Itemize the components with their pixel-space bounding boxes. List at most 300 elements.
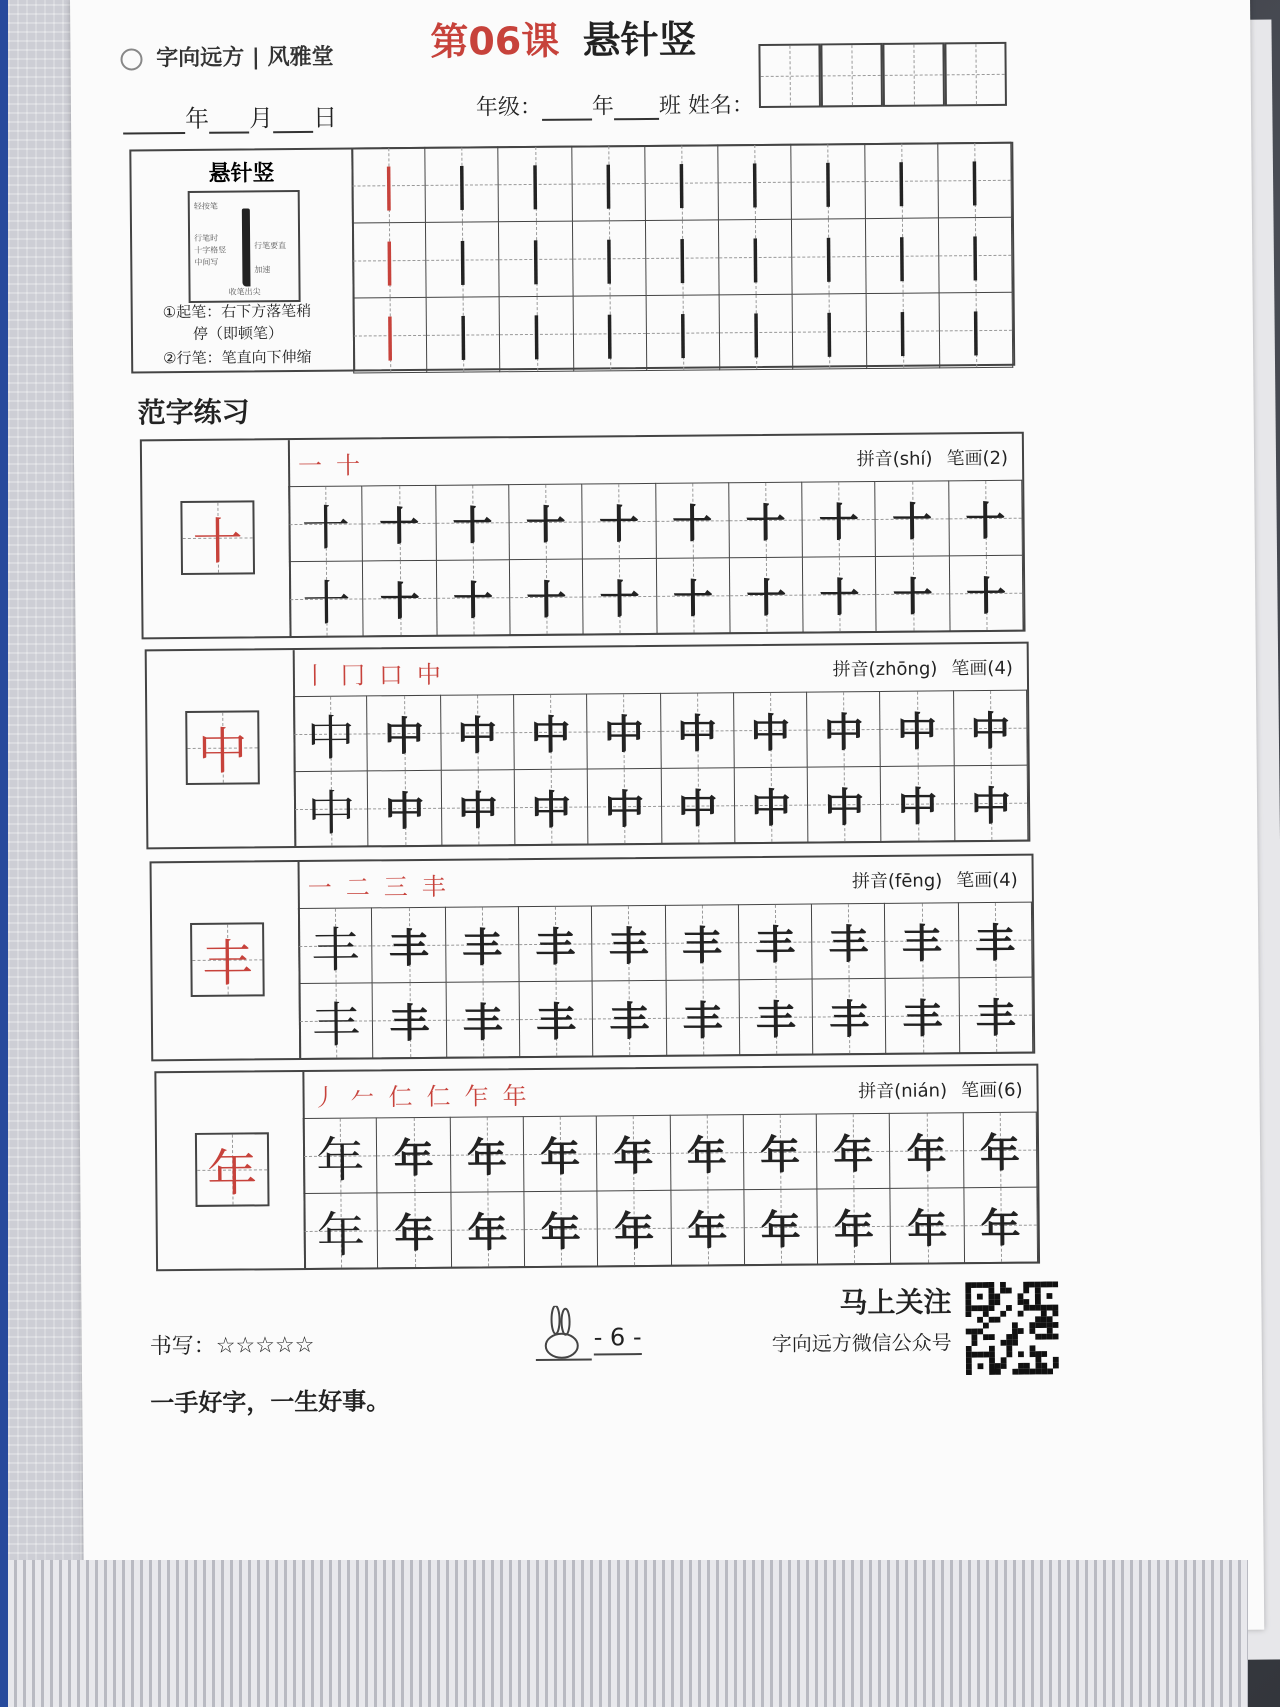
qr-module xyxy=(1029,1322,1035,1328)
qr-module xyxy=(1052,1281,1058,1287)
practice-char: 年 xyxy=(906,1129,947,1178)
practice-cell[interactable] xyxy=(294,696,368,772)
qr-module xyxy=(965,1294,971,1300)
practice-cell[interactable] xyxy=(426,222,500,298)
pinyin: 拼音(nián) xyxy=(858,1080,948,1103)
character-block xyxy=(150,854,1036,1062)
practice-cell[interactable] xyxy=(655,483,729,559)
practice-cell[interactable] xyxy=(738,904,812,980)
practice-cell[interactable] xyxy=(373,982,447,1058)
qr-code-icon[interactable] xyxy=(965,1281,1060,1376)
practice-char: 年 xyxy=(686,1131,728,1180)
practice-char: 丰 xyxy=(829,995,870,1043)
stroke-order-step: 丿 xyxy=(312,1083,343,1112)
practice-cell[interactable] xyxy=(435,485,509,561)
practice-cell[interactable] xyxy=(880,691,954,767)
qr-module xyxy=(1001,1357,1007,1363)
page-number-area xyxy=(531,1305,642,1370)
qr-module xyxy=(988,1288,994,1294)
practice-char: 中 xyxy=(897,782,938,831)
stroke-order-step: 一 xyxy=(297,451,329,481)
practice-cell[interactable] xyxy=(949,555,1023,631)
qr-module xyxy=(1000,1311,1006,1317)
practice-cell[interactable] xyxy=(802,481,876,557)
practice-cell[interactable] xyxy=(792,294,866,370)
qr-module xyxy=(1000,1288,1006,1294)
qr-module xyxy=(1001,1363,1007,1369)
practice-char: 十 xyxy=(599,575,640,623)
stroke-diagram-area xyxy=(131,150,355,372)
practice-cell[interactable] xyxy=(733,692,807,768)
qr-module xyxy=(1041,1334,1047,1340)
model-char-box xyxy=(190,922,265,997)
practice-cell[interactable] xyxy=(885,978,959,1054)
practice-cell[interactable] xyxy=(890,1188,964,1264)
rating xyxy=(150,1328,315,1360)
qr-module xyxy=(1035,1351,1041,1357)
practice-cell[interactable] xyxy=(670,1115,744,1191)
stroke-order-step: 乍 xyxy=(464,1082,495,1111)
qr-module xyxy=(1047,1322,1053,1328)
lesson-heading xyxy=(430,9,697,66)
practice-cell[interactable] xyxy=(812,978,886,1054)
practice-char: 年 xyxy=(687,1206,728,1255)
practice-char: 中 xyxy=(604,785,645,833)
practice-cell[interactable] xyxy=(666,980,740,1056)
char-practice-grid[interactable] xyxy=(288,480,1023,637)
practice-stroke: | xyxy=(381,234,398,286)
practice-char: 中 xyxy=(603,710,645,758)
qr-module xyxy=(1041,1369,1047,1375)
qr-module xyxy=(1035,1322,1041,1328)
practice-cell[interactable] xyxy=(298,908,372,984)
model-char: 丰 xyxy=(202,934,253,993)
practice-cell[interactable] xyxy=(509,484,583,560)
qr-module xyxy=(1012,1322,1018,1328)
practice-cell[interactable] xyxy=(865,218,939,294)
practice-cell[interactable] xyxy=(739,979,813,1055)
practice-cell[interactable] xyxy=(592,905,666,981)
qr-module xyxy=(1041,1322,1047,1328)
practice-cell[interactable] xyxy=(573,295,647,371)
practice-char: 丰 xyxy=(902,994,943,1043)
lesson-number: 第06课 xyxy=(430,18,560,64)
practice-cell[interactable] xyxy=(372,907,446,983)
practice-char: 丰 xyxy=(975,994,1016,1042)
model-char-box xyxy=(180,500,255,575)
practice-cell[interactable] xyxy=(954,765,1028,841)
practice-cell[interactable] xyxy=(523,1116,597,1192)
practice-stroke: | xyxy=(673,157,690,209)
practice-cell[interactable] xyxy=(445,907,519,983)
stroke-count: 笔画(6) xyxy=(960,1079,1023,1102)
qr-module xyxy=(983,1311,989,1317)
practice-cell[interactable] xyxy=(645,145,719,221)
practice-cell[interactable] xyxy=(734,767,808,843)
char-practice-grid[interactable] xyxy=(298,902,1033,1059)
stroke-order xyxy=(308,867,460,903)
qr-module xyxy=(1047,1368,1053,1374)
stroke-order-step: 十 xyxy=(335,451,367,480)
qr-module xyxy=(995,1363,1001,1369)
qr-module xyxy=(1000,1282,1006,1288)
qr-module xyxy=(1006,1340,1012,1346)
practice-cell[interactable] xyxy=(303,1118,377,1194)
practice-cell[interactable] xyxy=(377,1192,451,1268)
practice-cell[interactable] xyxy=(294,771,368,847)
qr-module xyxy=(1041,1363,1047,1369)
practice-char: 中 xyxy=(750,784,792,832)
practice-cell[interactable] xyxy=(289,561,363,637)
rating-stars[interactable]: ☆☆☆☆☆ xyxy=(215,1332,315,1359)
practice-char: 年 xyxy=(833,1130,874,1178)
qr-module xyxy=(966,1329,972,1335)
pinyin: 拼音(zhōng) xyxy=(832,658,938,681)
practice-char: 十 xyxy=(745,499,786,547)
qr-module xyxy=(1018,1293,1024,1299)
practice-cell[interactable] xyxy=(597,1115,671,1191)
qr-module xyxy=(977,1317,983,1323)
practice-char: 丰 xyxy=(311,922,360,979)
practice-cell[interactable] xyxy=(670,1190,744,1266)
practice-cell[interactable] xyxy=(948,480,1022,556)
practice-cell[interactable] xyxy=(514,694,588,770)
practice-char: 中 xyxy=(307,785,356,842)
model-char-area xyxy=(147,650,297,847)
diagram-label: 中间写 xyxy=(194,257,219,267)
practice-cell[interactable] xyxy=(953,690,1027,766)
practice-cell[interactable] xyxy=(881,766,955,842)
char-practice-grid[interactable] xyxy=(303,1112,1038,1269)
practice-cell[interactable] xyxy=(353,297,427,373)
year-blank[interactable] xyxy=(123,132,185,135)
qr-module xyxy=(971,1329,977,1335)
practice-cell[interactable] xyxy=(499,221,573,297)
practice-cell[interactable] xyxy=(665,905,739,981)
practice-cell[interactable] xyxy=(939,292,1013,368)
logo-separator: | xyxy=(251,44,260,71)
qr-module xyxy=(989,1357,995,1363)
practice-cell[interactable] xyxy=(304,1193,378,1269)
practice-char: 中 xyxy=(457,711,498,760)
practice-stroke: | xyxy=(894,230,910,282)
practice-cell[interactable] xyxy=(587,693,661,769)
name-boxes[interactable] xyxy=(758,42,1007,108)
qr-module xyxy=(977,1328,983,1334)
practice-char: 十 xyxy=(378,502,420,550)
character-block xyxy=(145,642,1031,850)
practice-char: 年 xyxy=(833,1205,875,1253)
practice-char: 中 xyxy=(750,709,791,757)
qr-module xyxy=(971,1282,977,1288)
grade-blank[interactable] xyxy=(542,118,592,120)
qr-module xyxy=(1018,1328,1024,1334)
qr-module xyxy=(1023,1282,1029,1288)
month-label: 月 xyxy=(248,104,274,133)
practice-char: 十 xyxy=(746,574,787,622)
practice-char: 中 xyxy=(970,707,1011,755)
practice-cell[interactable] xyxy=(352,147,426,223)
stroke-order xyxy=(312,1076,540,1113)
practice-cell[interactable] xyxy=(791,144,865,220)
qr-module xyxy=(988,1282,994,1288)
practice-cell[interactable] xyxy=(363,560,437,636)
stroke-order-step: 中 xyxy=(416,660,448,689)
practice-cell[interactable] xyxy=(938,217,1012,293)
practice-cell[interactable] xyxy=(518,906,592,982)
model-char-box xyxy=(185,710,260,785)
logo-seal-icon xyxy=(120,48,142,70)
stroke-order-step: 丨 xyxy=(302,661,334,690)
practice-cell[interactable] xyxy=(440,695,514,771)
qr-module xyxy=(1006,1351,1012,1357)
practice-cell[interactable] xyxy=(729,482,803,558)
practice-char: 中 xyxy=(896,707,938,756)
qr-module xyxy=(1035,1334,1041,1340)
character-block xyxy=(154,1064,1040,1272)
practice-cell[interactable] xyxy=(645,220,719,296)
stroke-diagram xyxy=(188,190,301,303)
practice-stroke: | xyxy=(454,159,470,211)
qr-module xyxy=(983,1352,989,1358)
worksheet xyxy=(70,0,1264,1640)
qr-module xyxy=(989,1299,995,1305)
practice-char: 年 xyxy=(980,1204,1021,1252)
practice-cell[interactable] xyxy=(812,903,886,979)
note-start: ①起笔：右下方落笔稍 xyxy=(162,301,312,322)
practice-cell[interactable] xyxy=(498,146,572,222)
practice-stroke: | xyxy=(821,230,837,282)
practice-cell[interactable] xyxy=(352,222,426,298)
practice-stroke: | xyxy=(528,308,545,360)
qr-module xyxy=(965,1305,971,1311)
qr-module xyxy=(995,1369,1001,1375)
qr-module xyxy=(1006,1334,1012,1340)
qr-module xyxy=(1035,1282,1041,1288)
practice-char: 中 xyxy=(970,782,1012,830)
model-char-area xyxy=(142,440,292,637)
practice-char: 十 xyxy=(965,572,1007,620)
grade-label: 年级： xyxy=(475,94,543,121)
qr-module xyxy=(1024,1369,1030,1375)
stroke-order-step: 三 xyxy=(383,873,414,902)
qr-module xyxy=(995,1317,1001,1323)
diagram-label: 轻按笔 xyxy=(193,201,218,211)
logo-text: 字向远方 xyxy=(156,44,245,72)
practice-char: 中 xyxy=(306,710,355,767)
practice-cell[interactable] xyxy=(362,485,436,561)
stroke-order-step: 丰 xyxy=(421,872,452,901)
practice-cell[interactable] xyxy=(436,560,510,636)
practice-char: 十 xyxy=(526,576,567,624)
day-blank[interactable] xyxy=(273,131,313,133)
char-practice-grid[interactable] xyxy=(293,690,1028,847)
practice-stroke: | xyxy=(455,309,471,361)
practice-stroke: | xyxy=(893,155,909,207)
date-line[interactable] xyxy=(123,98,337,135)
qr-module xyxy=(1023,1287,1029,1293)
page-number: - 6 - xyxy=(594,1323,642,1355)
practice-cell[interactable] xyxy=(597,1190,671,1266)
practice-cell[interactable] xyxy=(964,1187,1038,1263)
qr-module xyxy=(978,1363,984,1369)
practice-char: 中 xyxy=(457,786,499,835)
qr-module xyxy=(989,1363,995,1369)
practice-cell[interactable] xyxy=(876,556,950,632)
practice-stroke: | xyxy=(675,307,691,359)
follow-subtitle: 字向远方微信公众号 xyxy=(771,1330,952,1356)
pinyin: 拼音(shí) xyxy=(856,448,933,471)
practice-cell[interactable] xyxy=(583,558,657,634)
practice-cell[interactable] xyxy=(817,1188,891,1264)
qr-module xyxy=(989,1305,995,1311)
qr-module xyxy=(989,1317,995,1323)
qr-module xyxy=(1035,1287,1041,1293)
qr-module xyxy=(1035,1316,1041,1322)
practice-cell[interactable] xyxy=(718,144,792,220)
practice-char: 丰 xyxy=(388,924,430,972)
practice-cell[interactable] xyxy=(885,903,959,979)
practice-cell[interactable] xyxy=(807,766,881,842)
qr-module xyxy=(1047,1293,1053,1299)
practice-cell[interactable] xyxy=(656,558,730,634)
logo-text-2: 风雅堂 xyxy=(267,43,334,71)
practice-cell[interactable] xyxy=(963,1112,1037,1188)
practice-cell[interactable] xyxy=(500,296,574,372)
class-line[interactable] xyxy=(476,88,754,121)
practice-stroke: | xyxy=(527,158,543,210)
qr-module xyxy=(1041,1311,1047,1317)
qr-module xyxy=(977,1305,983,1311)
practice-cell[interactable] xyxy=(890,1113,964,1189)
stroke-order xyxy=(298,445,374,481)
practice-cell[interactable] xyxy=(509,559,583,635)
diagram-label: 行笔要直 xyxy=(254,241,287,251)
practice-stroke: | xyxy=(747,231,764,283)
qr-module xyxy=(1018,1351,1024,1357)
practice-cell[interactable] xyxy=(582,483,656,559)
model-char: 十 xyxy=(192,512,243,571)
qr-module xyxy=(1006,1346,1012,1352)
qr-module xyxy=(977,1352,983,1358)
qr-module xyxy=(1041,1351,1047,1357)
qr-module xyxy=(1030,1369,1036,1375)
practice-cell[interactable] xyxy=(289,486,363,562)
practice-cell[interactable] xyxy=(514,769,588,845)
practice-cell[interactable] xyxy=(875,481,949,557)
practice-char: 十 xyxy=(672,574,714,623)
char-meta xyxy=(852,866,1018,893)
practice-cell[interactable] xyxy=(572,220,646,296)
month-blank[interactable] xyxy=(209,131,249,133)
qr-module xyxy=(1053,1334,1059,1340)
stroke-order-step: 口 xyxy=(378,661,410,690)
qr-module xyxy=(989,1334,995,1340)
practice-cell[interactable] xyxy=(519,981,593,1057)
stroke-order-step: 𠂉 xyxy=(350,1083,381,1112)
practice-cell[interactable] xyxy=(958,902,1032,978)
practice-cell[interactable] xyxy=(719,219,793,295)
practice-cell[interactable] xyxy=(425,147,499,223)
practice-cell[interactable] xyxy=(938,142,1012,218)
day-label: 日 xyxy=(312,103,338,132)
practice-cell[interactable] xyxy=(441,770,515,846)
qr-module xyxy=(1006,1288,1012,1294)
qr-module xyxy=(1052,1305,1058,1311)
stroke-practice-grid[interactable] xyxy=(351,142,1013,374)
stroke-order-step: 一 xyxy=(307,873,338,902)
practice-cell[interactable] xyxy=(959,977,1033,1053)
practice-char: 丰 xyxy=(608,922,649,970)
practice-char: 十 xyxy=(965,497,1006,545)
practice-cell[interactable] xyxy=(744,1189,818,1265)
practice-cell[interactable] xyxy=(377,1117,451,1193)
practice-char: 年 xyxy=(466,1133,508,1182)
practice-cell[interactable] xyxy=(368,770,442,846)
practice-cell[interactable] xyxy=(660,693,734,769)
qr-module xyxy=(1030,1351,1036,1357)
qr-module xyxy=(1041,1316,1047,1322)
motto: 一手好字，一生好事。 xyxy=(150,1387,391,1418)
practice-cell[interactable] xyxy=(450,1117,524,1193)
practice-cell[interactable] xyxy=(588,768,662,844)
practice-char: 十 xyxy=(892,572,934,621)
practice-char: 年 xyxy=(613,1207,655,1255)
class-blank[interactable] xyxy=(614,118,659,120)
qr-module xyxy=(966,1369,972,1375)
practice-cell[interactable] xyxy=(451,1192,525,1268)
practice-char: 丰 xyxy=(389,999,430,1047)
practice-cell[interactable] xyxy=(524,1191,598,1267)
practice-cell[interactable] xyxy=(807,691,881,767)
qr-module xyxy=(1047,1305,1053,1311)
practice-cell[interactable] xyxy=(426,297,500,373)
practice-char: 十 xyxy=(302,575,351,632)
practice-char: 十 xyxy=(452,501,493,550)
qr-module xyxy=(971,1334,977,1340)
practice-cell[interactable] xyxy=(446,982,520,1058)
practice-char: 丰 xyxy=(535,923,576,971)
practice-char: 丰 xyxy=(755,996,797,1044)
practice-char: 中 xyxy=(677,784,719,833)
practice-cell[interactable] xyxy=(571,145,645,221)
diagram-label: 加速 xyxy=(254,265,271,275)
practice-cell[interactable] xyxy=(866,293,940,369)
practice-char: 十 xyxy=(891,497,933,546)
character-block xyxy=(140,432,1026,640)
practice-char: 丰 xyxy=(461,923,503,972)
qr-module xyxy=(1023,1305,1029,1311)
practice-cell[interactable] xyxy=(299,983,373,1059)
practice-cell[interactable] xyxy=(592,980,666,1056)
practice-stroke: | xyxy=(894,305,911,357)
qr-module xyxy=(965,1282,971,1288)
practice-cell[interactable] xyxy=(367,695,441,771)
practice-cell[interactable] xyxy=(743,1114,817,1190)
practice-stroke: | xyxy=(674,232,690,284)
practice-cell[interactable] xyxy=(816,1113,890,1189)
practice-cell[interactable] xyxy=(719,294,793,370)
practice-stroke: | xyxy=(602,307,618,359)
qr-module xyxy=(1036,1369,1042,1375)
lesson-title: 悬针竖 xyxy=(582,17,697,63)
practice-cell[interactable] xyxy=(864,143,938,219)
practice-cell[interactable] xyxy=(646,295,720,371)
practice-cell[interactable] xyxy=(661,768,735,844)
practice-cell[interactable] xyxy=(803,556,877,632)
practice-cell[interactable] xyxy=(792,219,866,295)
practice-cell[interactable] xyxy=(729,557,803,633)
